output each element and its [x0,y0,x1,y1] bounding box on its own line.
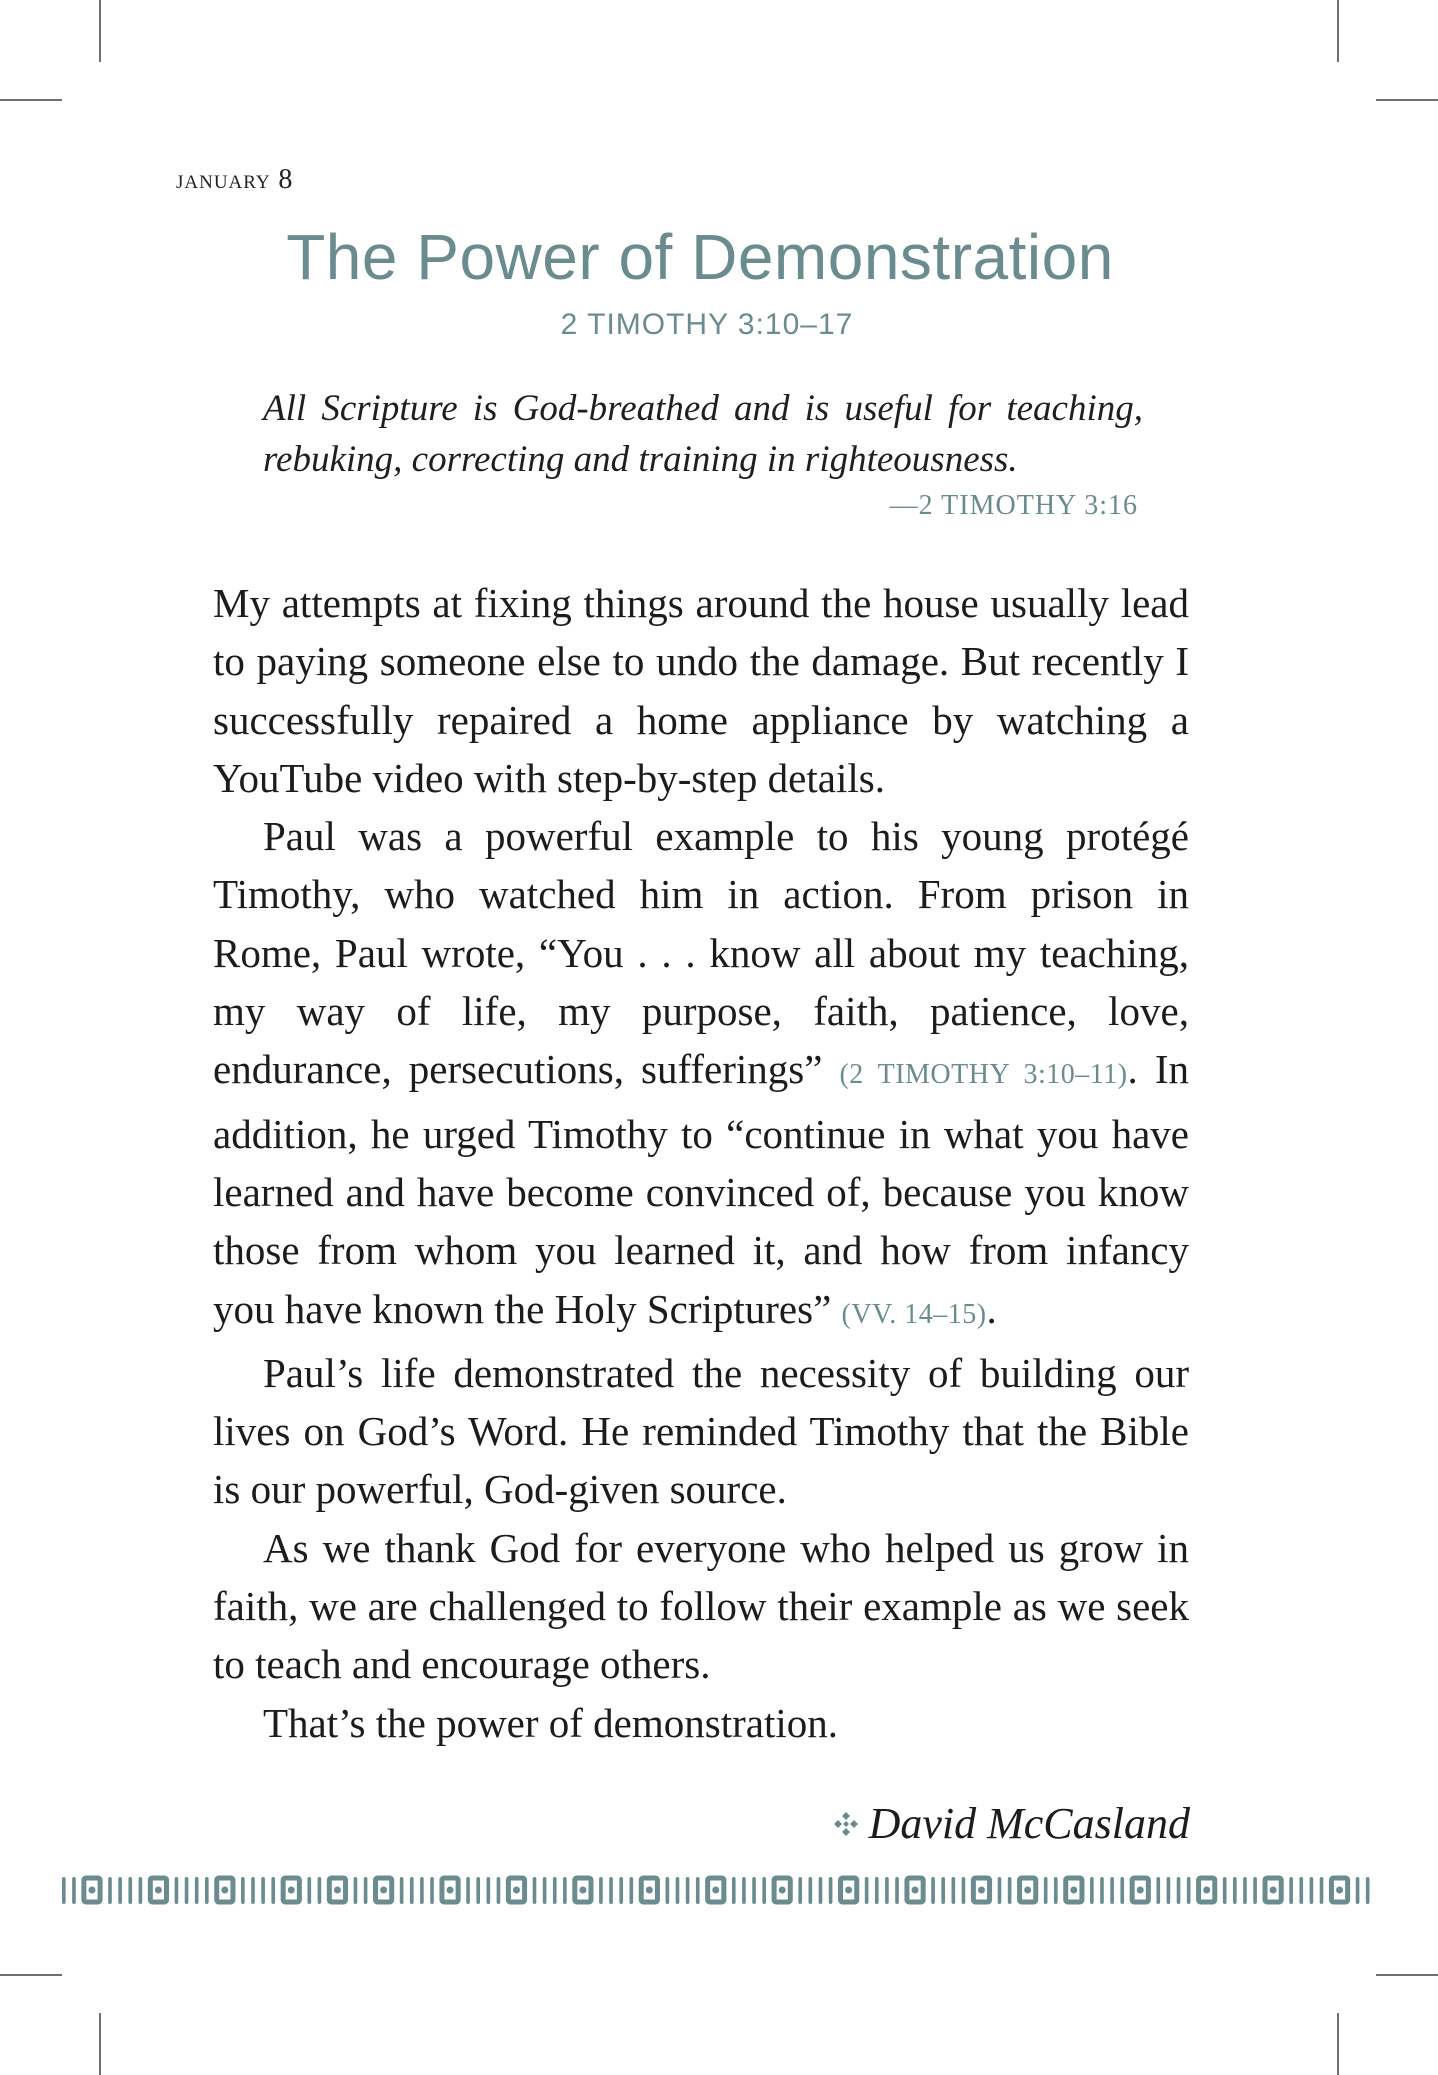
border-bar-motif [420,1877,424,1904]
border-bar-motif [666,1877,670,1904]
border-bar-motif [318,1877,322,1904]
border-square-motif [508,1878,524,1902]
border-bar-motif [829,1877,833,1904]
border-bar-motif [1054,1877,1058,1904]
body-paragraph [213,574,1189,807]
border-bar-motif [865,1877,869,1904]
bible-reading-reference: 2 TIMOTHY 3:10–17 [560,308,854,341]
diamond-cluster-icon [833,1811,859,1837]
border-bar-motif [1090,1877,1094,1904]
border-bar-motif [466,1877,470,1904]
border-bar-motif [1167,1877,1171,1904]
border-bar-motif [553,1877,557,1904]
border-square-motif [1020,1878,1036,1902]
border-bar-motif [241,1877,245,1904]
border-square-motif [1132,1878,1148,1902]
author-name: David McCasland [868,1799,1190,1848]
border-bar-motif [809,1877,813,1904]
border-bar-motif [762,1877,766,1904]
border-bar-motif [195,1877,199,1904]
border-bar-motif [1100,1877,1104,1904]
border-bar-motif [72,1877,76,1904]
border-bar-motif [175,1877,179,1904]
border-bar-motif [952,1877,956,1904]
border-square-motif [283,1878,299,1902]
body-text: As we thank God for everyone who helped us grow in faith, we are challenged to follow their example as we seek to teach and encourage others. [213,1524,1189,1688]
border-bar-motif [609,1877,613,1904]
border-bar-motif [1320,1877,1324,1904]
border-bar-motif [819,1877,823,1904]
border-bar-motif [1366,1877,1370,1904]
border-square-motif [641,1878,657,1902]
border-square-motif [1265,1878,1281,1902]
border-bar-motif [486,1877,490,1904]
border-bar-motif [931,1877,935,1904]
border-square-motif [1066,1878,1082,1902]
border-square-motif [442,1878,458,1902]
border-bar-motif [128,1877,132,1904]
body-paragraph [213,1694,1189,1752]
body-text: . [986,1285,997,1332]
border-square-motif [376,1878,392,1902]
border-bar-motif [1243,1877,1247,1904]
border-bar-motif [1310,1877,1314,1904]
border-square-motif [84,1878,100,1902]
author-signature [833,1798,1190,1849]
border-square-motif [1331,1878,1347,1902]
date-month: january [176,164,271,194]
border-bar-motif [108,1877,112,1904]
border-bar-motif [400,1877,404,1904]
border-bar-motif [619,1877,623,1904]
border-bar-motif [1187,1877,1191,1904]
border-bar-motif [686,1877,690,1904]
body-text: Paul’s life demonstrated the necessity of building our lives on God’s Word. He reminded Timothy that the Bible is our powerful, God-given source. [213,1349,1189,1513]
border-bar-motif [533,1877,537,1904]
border-bar-motif [742,1877,746,1904]
border-bar-motif [410,1877,414,1904]
body-paragraph [213,1519,1189,1694]
border-bar-motif [1299,1877,1303,1904]
page-title-text: The Power of Demonstration [286,221,1114,293]
border-bar-motif [1008,1877,1012,1904]
border-bar-motif [1177,1877,1181,1904]
page-title [0,220,1400,294]
border-bar-motif [1233,1877,1237,1904]
body-text: My attempts at fixing things around the house usually lead to paying someone else to undo the damage. But recently I successfully repaired a home appliance by watching a YouTube video with step-by-step details. [213,580,1189,801]
border-square-motif [973,1878,989,1902]
border-square-motif [217,1878,233,1902]
border-bar-motif [1156,1877,1160,1904]
border-bar-motif [62,1877,66,1904]
key-verse-reference: —2 TIMOTHY 3:16 [889,490,1138,521]
border-bar-motif [118,1877,122,1904]
body-text: That’s the power of demonstration. [263,1699,839,1746]
border-square-motif [575,1878,591,1902]
border-bar-motif [261,1877,265,1904]
border-square-motif [907,1878,923,1902]
border-bar-motif [1223,1877,1227,1904]
border-bar-motif [885,1877,889,1904]
border-square-motif [708,1878,724,1902]
scripture-citation: (2 TIMOTHY 3:10–11) [839,1059,1128,1091]
border-bar-motif [543,1877,547,1904]
border-bar-motif [354,1877,358,1904]
border-bar-motif [752,1877,756,1904]
border-square-motif [841,1878,857,1902]
date-label [176,164,293,196]
body-text: Paul was a powerful example to his young protégé Timothy, who watched him in action. From prison in Rome, Paul wrote, “You . . . know all about my teaching, my way of life, my purpose, faith, patience, love, endurance, persecutions, sufferings” [213,813,1189,1093]
border-bar-motif [1044,1877,1048,1904]
key-verse: All Scripture is God-breathed and is useful for teaching, rebuking, correcting and training in righteousness. [263,388,1143,480]
border-bar-motif [430,1877,434,1904]
border-bar-motif [941,1877,945,1904]
border-bar-motif [139,1877,143,1904]
border-bar-motif [563,1877,567,1904]
border-bar-motif [497,1877,501,1904]
border-bar-motif [895,1877,899,1904]
devotional-body [213,574,1189,1752]
border-bar-motif [1120,1877,1124,1904]
border-bar-motif [676,1877,680,1904]
border-square-motif [1199,1878,1215,1902]
border-bar-motif [185,1877,189,1904]
border-bar-motif [1253,1877,1257,1904]
body-paragraph [213,1344,1189,1519]
border-bar-motif [1289,1877,1293,1904]
border-square-motif [150,1878,166,1902]
border-bar-motif [599,1877,603,1904]
border-bar-motif [1356,1877,1360,1904]
border-bar-motif [271,1877,275,1904]
border-square-motif [774,1878,790,1902]
border-bar-motif [307,1877,311,1904]
border-bar-motif [476,1877,480,1904]
border-bar-motif [1110,1877,1114,1904]
border-bar-motif [251,1877,255,1904]
border-bar-motif [998,1877,1002,1904]
decorative-border [62,1873,1376,1909]
border-square-motif [329,1878,345,1902]
border-bar-motif [629,1877,633,1904]
date-day: 8 [278,164,294,195]
border-bar-motif [875,1877,879,1904]
body-text: . In addition, he urged Timothy to “continue in what you have learned and have become convinced of, because you know those from whom you learned it, and how from infancy you have known the Holy Scriptures” [213,1046,1190,1332]
border-bar-motif [364,1877,368,1904]
border-bar-motif [205,1877,209,1904]
border-bar-motif [798,1877,802,1904]
border-bar-motif [962,1877,966,1904]
border-bar-motif [732,1877,736,1904]
border-bar-motif [696,1877,700,1904]
scripture-citation: (VV. 14–15) [841,1298,987,1330]
body-paragraph [213,807,1189,1344]
